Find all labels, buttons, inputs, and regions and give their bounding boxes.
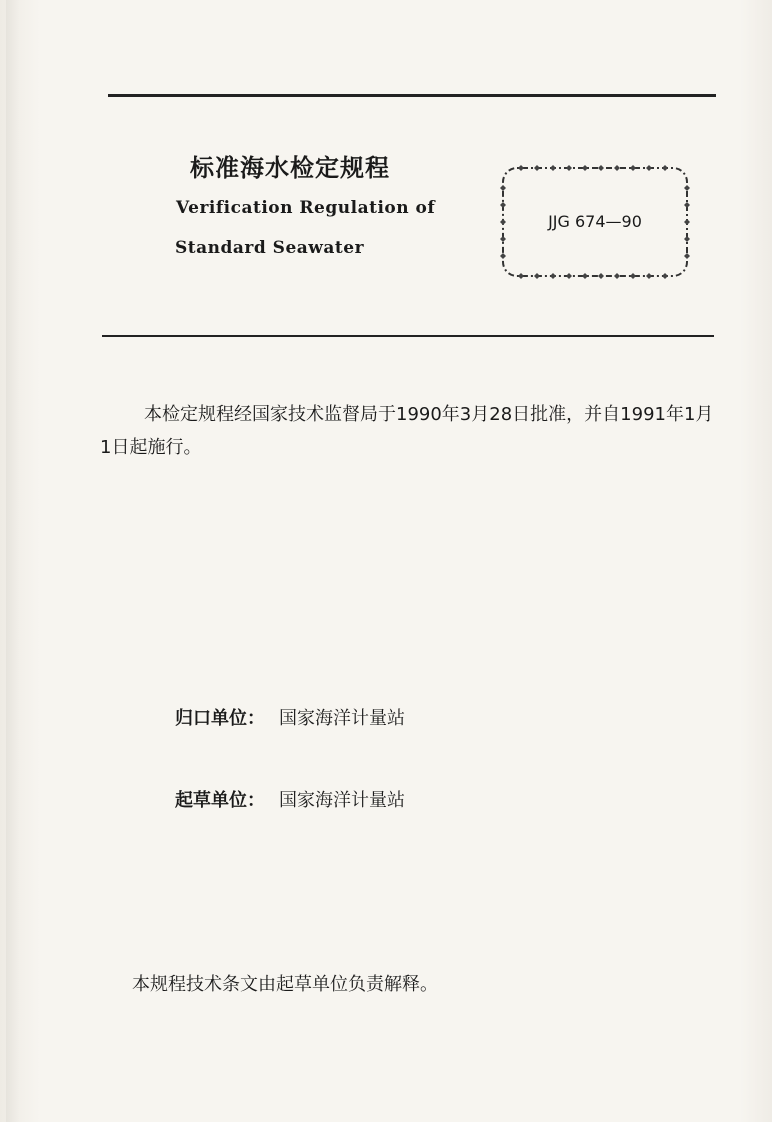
interpretation-note: 本规程技术条文由起草单位负责解释。 — [132, 974, 438, 995]
responsible-unit-value: 国家海洋计量站 — [279, 708, 405, 729]
border-diamond-icon — [518, 165, 524, 171]
border-diamond-icon — [500, 185, 506, 191]
responsible-unit-label: 归口单位： — [175, 708, 265, 729]
border-diamond-icon — [582, 273, 588, 279]
border-diamond-icon — [614, 273, 620, 279]
title-english-line2: Standard Seawater — [175, 238, 365, 258]
border-diamond-icon — [534, 165, 540, 171]
responsible-unit-row — [175, 704, 405, 730]
border-diamond-icon — [662, 273, 668, 279]
top-rule — [108, 94, 716, 97]
border-diamond-icon — [500, 253, 506, 259]
drafting-unit-label: 起草单位： — [175, 790, 265, 811]
border-diamond-icon — [598, 273, 604, 279]
border-diamond-icon — [566, 273, 572, 279]
border-diamond-icon — [500, 236, 506, 242]
border-diamond-icon — [684, 253, 690, 259]
border-diamond-icon — [646, 165, 652, 171]
regulation-code: JJG 674—90 — [548, 212, 642, 231]
border-diamond-icon — [662, 165, 668, 171]
border-diamond-icon — [614, 165, 620, 171]
drafting-unit-row — [175, 786, 405, 812]
middle-rule — [102, 335, 714, 337]
border-diamond-icon — [550, 165, 556, 171]
border-diamond-icon — [566, 165, 572, 171]
border-diamond-icon — [534, 273, 540, 279]
page-crease-shadow — [6, 0, 20, 1122]
border-diamond-icon — [630, 273, 636, 279]
code-stamp-box — [497, 162, 693, 282]
title-chinese: 标准海水检定规程 — [190, 154, 390, 182]
border-diamond-icon — [684, 202, 690, 208]
border-diamond-icon — [684, 185, 690, 191]
border-diamond-icon — [630, 165, 636, 171]
border-diamond-icon — [518, 273, 524, 279]
border-diamond-icon — [646, 273, 652, 279]
border-diamond-icon — [598, 165, 604, 171]
approval-statement: 本检定规程经国家技术监督局于1990年3月28日批准，并自1991年1月1日起施行。 — [100, 404, 714, 458]
border-diamond-icon — [500, 202, 506, 208]
border-diamond-icon — [550, 273, 556, 279]
title-english-line1: Verification Regulation of — [176, 198, 436, 218]
border-diamond-icon — [684, 236, 690, 242]
border-diamond-icon — [582, 165, 588, 171]
drafting-unit-value: 国家海洋计量站 — [279, 790, 405, 811]
